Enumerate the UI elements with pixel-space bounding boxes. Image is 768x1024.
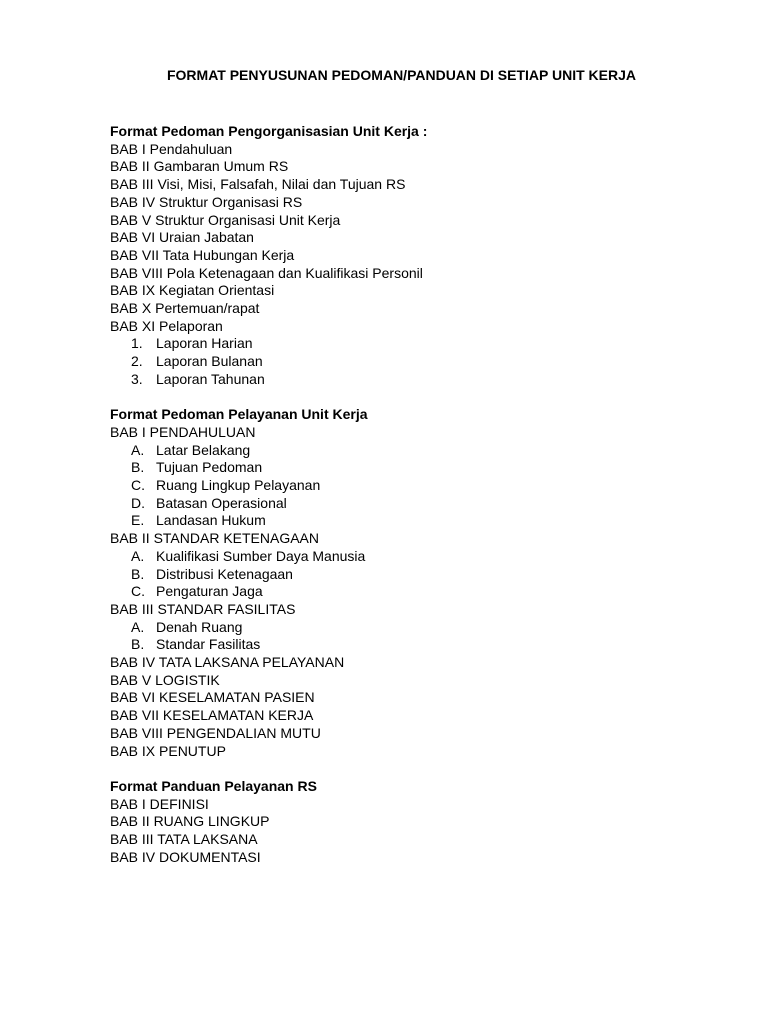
list-marker: B. bbox=[131, 459, 145, 476]
sub-item-text: Distribusi Ketenagaan bbox=[156, 565, 293, 582]
sub-item-text: Ruang Lingkup Pelayanan bbox=[156, 477, 321, 494]
sub-item-text: Tujuan Pedoman bbox=[156, 459, 263, 476]
sub-item bbox=[110, 442, 708, 460]
sub-item bbox=[110, 512, 708, 530]
chapter-item: BAB IV TATA LAKSANA PELAYANAN bbox=[110, 654, 345, 671]
sub-item-text: Kualifikasi Sumber Daya Manusia bbox=[156, 547, 366, 564]
chapter-item: BAB XI Pelaporan bbox=[110, 317, 223, 334]
list-marker: B. bbox=[131, 636, 145, 653]
chapter-item: BAB V Struktur Organisasi Unit Kerja bbox=[110, 211, 341, 228]
sub-item bbox=[110, 459, 708, 477]
sub-item-text: Denah Ruang bbox=[156, 618, 243, 635]
sub-item-text: Latar Belakang bbox=[156, 441, 251, 458]
section-heading: Format Pedoman Pengorganisasian Unit Kerja : bbox=[110, 123, 428, 139]
chapter-item: BAB VI Uraian Jabatan bbox=[110, 229, 254, 246]
sub-item-text: Standar Fasilitas bbox=[156, 636, 261, 653]
section-pedoman-pengorganisasian bbox=[110, 123, 708, 389]
section-heading: Format Panduan Pelayanan RS bbox=[110, 777, 317, 794]
section-panduan-pelayanan bbox=[110, 778, 708, 867]
chapter-item: BAB I DEFINISI bbox=[110, 795, 209, 812]
sub-item bbox=[110, 548, 708, 566]
chapter-item: BAB IX PENUTUP bbox=[110, 742, 226, 759]
list-marker: A. bbox=[131, 547, 145, 564]
list-marker: 2. bbox=[131, 353, 143, 370]
sub-item bbox=[110, 353, 708, 371]
list-marker: A. bbox=[131, 441, 145, 458]
sub-item-text: Laporan Tahunan bbox=[156, 370, 265, 387]
chapter-item: BAB VI KESELAMATAN PASIEN bbox=[110, 689, 315, 706]
list-marker: C. bbox=[131, 583, 145, 600]
list-marker: E. bbox=[131, 512, 145, 529]
chapter-item: BAB IV DOKUMENTASI bbox=[110, 848, 261, 865]
sub-item bbox=[110, 566, 708, 584]
list-marker: A. bbox=[131, 618, 145, 635]
sub-item-text: Laporan Harian bbox=[156, 335, 253, 352]
chapter-item: BAB II STANDAR KETENAGAAN bbox=[110, 530, 320, 547]
sub-item-text: Landasan Hukum bbox=[156, 512, 266, 529]
chapter-item: BAB II Gambaran Umum RS bbox=[110, 158, 289, 175]
document-title: FORMAT PENYUSUNAN PEDOMAN/PANDUAN DI SETIAP UNIT KERJA bbox=[166, 67, 637, 83]
list-marker: C. bbox=[131, 477, 145, 494]
list-marker: D. bbox=[131, 494, 145, 511]
list-marker: 1. bbox=[131, 335, 143, 352]
chapter-item: BAB I Pendahuluan bbox=[110, 140, 233, 157]
sub-item bbox=[110, 619, 708, 637]
chapter-item: BAB II RUANG LINGKUP bbox=[110, 813, 270, 830]
chapter-item: BAB III TATA LAKSANA bbox=[110, 831, 258, 848]
list-marker: 3. bbox=[131, 370, 143, 387]
sub-item bbox=[110, 335, 708, 353]
sub-item-text: Batasan Operasional bbox=[156, 494, 287, 511]
chapter-item: BAB VIII PENGENDALIAN MUTU bbox=[110, 724, 321, 741]
section-heading: Format Pedoman Pelayanan Unit Kerja bbox=[110, 406, 368, 423]
chapter-item: BAB IV Struktur Organisasi RS bbox=[110, 193, 303, 210]
sub-item-text: Pengaturan Jaga bbox=[156, 583, 263, 600]
chapter-item: BAB IX Kegiatan Orientasi bbox=[110, 282, 275, 299]
chapter-item: BAB VIII Pola Ketenagaan dan Kualifikasi Personil bbox=[110, 264, 423, 281]
sub-item-text: Laporan Bulanan bbox=[156, 353, 263, 370]
chapter-item: BAB III Visi, Misi, Falsafah, Nilai dan Tujuan RS bbox=[110, 176, 406, 193]
chapter-item: BAB I PENDAHULUAN bbox=[110, 423, 256, 440]
sub-item bbox=[110, 495, 708, 513]
chapter-item: BAB V LOGISTIK bbox=[110, 671, 220, 688]
list-marker: B. bbox=[131, 565, 145, 582]
chapter-item: BAB III STANDAR FASILITAS bbox=[110, 600, 296, 617]
sub-item bbox=[110, 636, 708, 654]
chapter-item: BAB VII KESELAMATAN KERJA bbox=[110, 707, 314, 724]
sub-item bbox=[110, 477, 708, 495]
sub-item bbox=[110, 583, 708, 601]
chapter-item: BAB VII Tata Hubungan Kerja bbox=[110, 246, 295, 263]
sub-item bbox=[110, 371, 708, 389]
section-pedoman-pelayanan bbox=[110, 406, 708, 760]
chapter-item: BAB X Pertemuan/rapat bbox=[110, 300, 260, 317]
